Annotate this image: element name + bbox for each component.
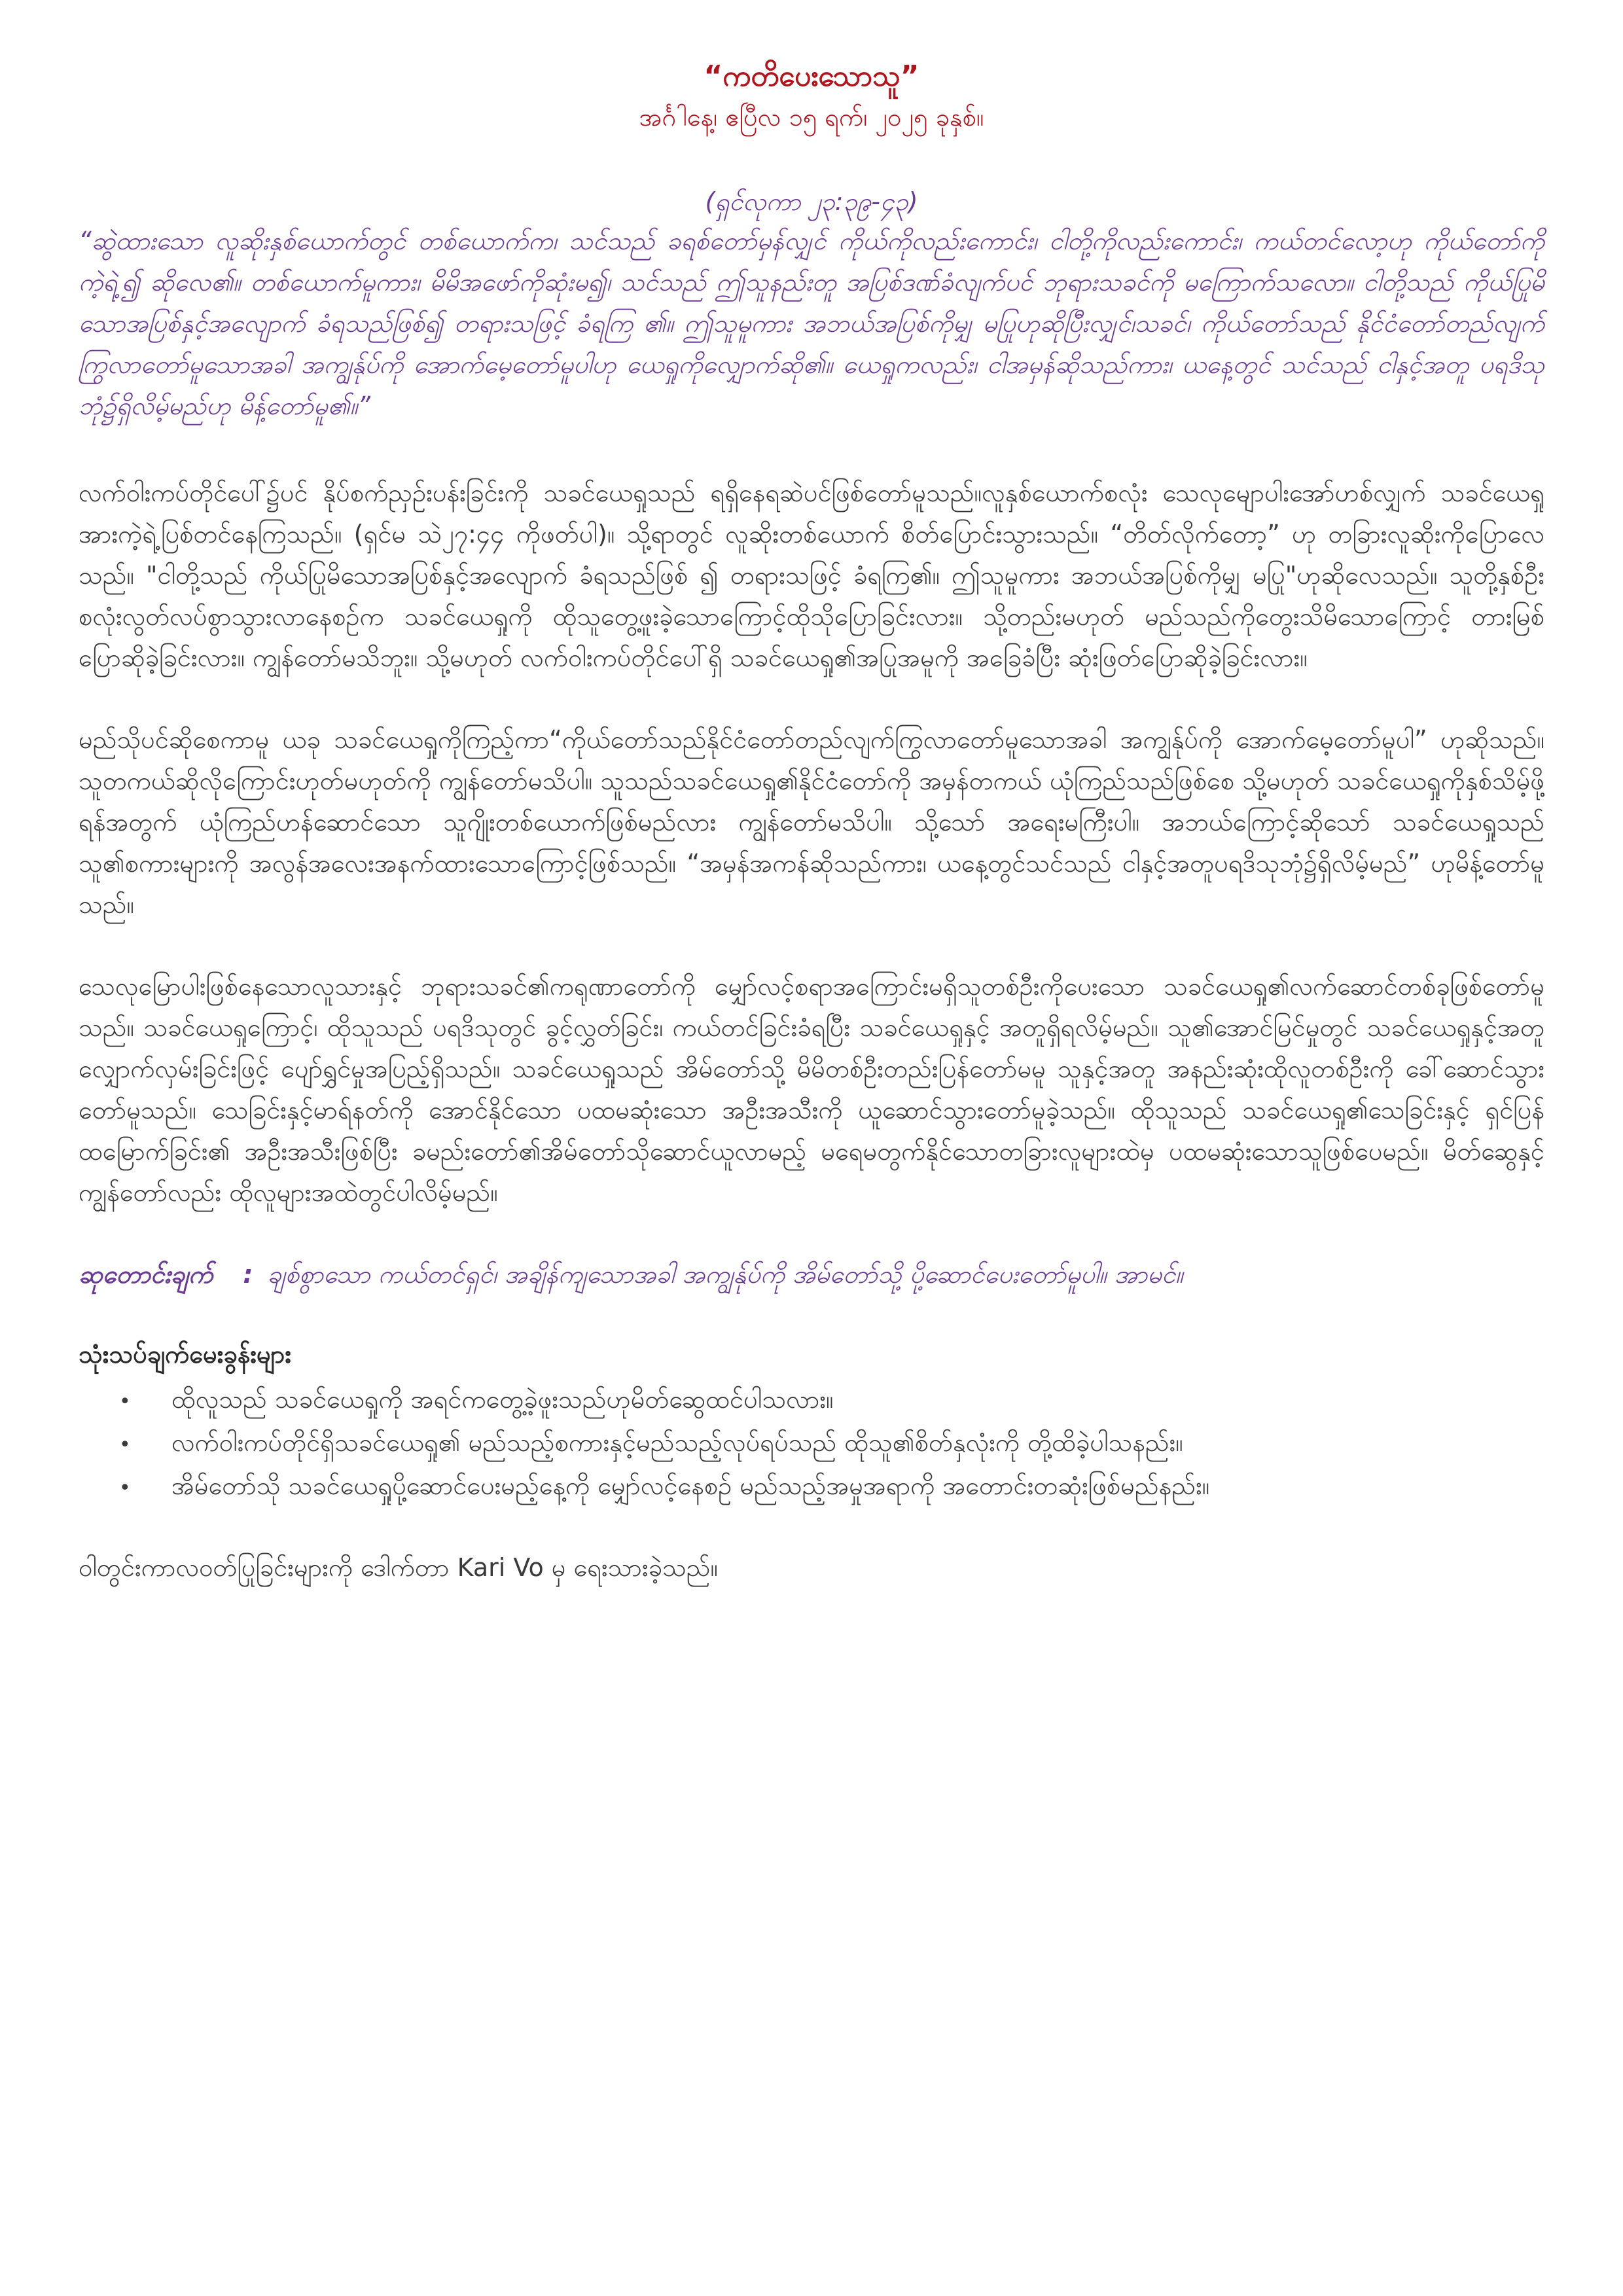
prayer-separator: : xyxy=(243,1260,253,1289)
bullet-icon: • xyxy=(119,1433,131,1456)
author-credit: ဝါတွင်းကာလဝတ်ပြုခြင်းများကို ဒေါက်တာ Kari Vo မှ ရေးသားခဲ့သည်။ xyxy=(79,1553,719,1582)
reflection-question-list xyxy=(79,1379,1544,1509)
list-item xyxy=(79,1379,1544,1422)
body-paragraph-3: သေလုမြောပါးဖြစ်နေသောလူသားနှင့် ဘုရားသခင်၏ကရုဏာတော်ကို မျှော်လင့်စရာအကြောင်းမရှိသူတစ်ဦးကိုပေးသော သခင်ယေရှု၏လက်ဆောင်တစ်ခုဖြစ်တော်မူသည်။ သခင်ယေရှုကြောင့်၊ ထိုသူသည် ပရဒိသုတွင် ခွင့်လွှတ်ခြင်း၊ ကယ်တင်ခြင်းခံရပြီး သခင်ယေရှုနှင့် အတူရှိရလိမ့်မည်။ သူ၏အောင်မြင်မှုတွင် သခင်ယေရှုနှင့်အတူ လျှောက်လှမ်းခြင်းဖြင့် ပျော်ရွှင်မှုအပြည့်ရှိသည်။ သခင်ယေရှုသည် အိမ်တော်သို့ မိမိတစ်ဦးတည်းပြန်တော်မမူ သူနှင့်အတူ အနည်းဆုံးထိုလူတစ်ဦးကို ခေါ်ဆောင်သွားတော်မူသည်။ သေခြင်းနှင့်မာရ်နတ်ကို အောင်နိုင်သော ပထမဆုံးသော အဦးအသီးကို ယူဆောင်သွားတော်မူခဲ့သည်။ ထိုသူသည် သခင်ယေရှု၏သေခြင်းနှင့် ရှင်ပြန်ထမြောက်ခြင်း၏ အဦးအသီးဖြစ်ပြီး ခမည်းတော်၏အိမ်တော်သိုဆောင်ယူလာမည့် မရေမတွက်နိုင်သောတခြားလူများထဲမှ ပထမဆုံးသောသူဖြစ်ပေမည်။ မိတ်ဆွေနှင့်ကျွန်တော်လည်း ထိုလူများအထဲတွင်ပါလိမ့်မည်။ xyxy=(79,972,1544,1207)
list-item xyxy=(79,1465,1544,1509)
prayer-label: ဆုတောင်းချက် xyxy=(79,1260,213,1289)
prayer-text: ချစ်စွာသော ကယ်တင်ရှင်၊ အချိန်ကျသောအခါ အကျွန်ုပ်ကို အိမ်တော်သို့ ပို့ဆောင်ပေးတော်မူပါ။ အာမင်။ xyxy=(267,1260,1183,1289)
body-paragraph-1: လက်ဝါးကပ်တိုင်ပေါ်၌ပင် နိုပ်စက်ညှဉ်းပန်းခြင်းကို သခင်ယေရှုသည် ရရှိနေရဆဲပင်ဖြစ်တော်မူသည်။လူနှစ်ယောက်စလုံး သေလုမျောပါးအော်ဟစ်လျှက် သခင်ယေရှုအားကဲ့ရဲ့ပြစ်တင်နေကြသည်။ (ရှင်မ သဲ၂၇:၄၄ ကိုဖတ်ပါ)။ သို့ရာတွင် လူဆိုးတစ်ယောက် စိတ်ပြောင်းသွားသည်။ “တိတ်လိုက်တော့” ဟု တခြားလူဆိုးကိုပြောလေသည်။ "ငါတို့သည် ကိုယ်ပြုမိသောအပြစ်နှင့်အလျောက် ခံရသည်ဖြစ် ၍ တရားသဖြင့် ခံရကြ၏။ ဤသူမူကား အဘယ်အပြစ်ကိုမျှ မပြု"ဟုဆိုလေသည်။ သူတို့နှစ်ဦးစလုံးလွတ်လပ်စွာသွားလာနေစဉ်က သခင်ယေရှုကို ထိုသူတွေ့ဖူးခဲ့သောကြောင့်ထိုသိုပြောခြင်းလား။ သို့တည်းမဟုတ် မည်သည်ကိုတွေးသိမိသောကြောင့် တားမြစ်ပြောဆိုခဲ့ခြင်းလား။ ကျွန်တော်မသိဘူး။ သို့မဟုတ် လက်ဝါးကပ်တိုင်ပေါ်ရှိ သခင်ယေရှု၏အပြုအမူကို အခြေခံပြီး ဆုံးဖြတ်ပြောဆိုခဲ့ခြင်းလား။ xyxy=(79,478,1544,672)
question-text: ထိုလူသည် သခင်ယေရှုကို အရင်ကတွေ့ခဲ့ဖူးသည်ဟုမိတ်ဆွေထင်ပါသလား။ xyxy=(171,1385,834,1414)
page-title: “ကတိပေးသောသူ” xyxy=(704,60,919,93)
body-paragraph-2: မည်သိုပင်ဆိုစေကာမူ ယခု သခင်ယေရှုကိုကြည့်ကာ“ကိုယ်တော်သည်နိုင်ငံတော်တည်လျက်ကြွလာတော်မူသောအခါ အကျွန်ုပ်ကို အောက်မေ့တော်မူပါ” ဟုဆိုသည်။ သူတကယ်ဆိုလိုကြောင်းဟုတ်မဟုတ်ကို ကျွန်တော်မသိပါ။ သူသည်သခင်ယေရှု၏နိုင်ငံတော်ကို အမှန်တကယ် ယုံကြည်သည်ဖြစ်စေ သို့မဟုတ် သခင်ယေရှုကိုနှစ်သိမ့်ဖို့ရန်အတွက် ယုံကြည်ဟန်ဆောင်သော သူဂျိုးတစ်ယောက်ဖြစ်မည်လား ကျွန်တော်မသိပါ။ သို့သော် အရေးမကြီးပါ။ အဘယ်ကြောင့်ဆိုသော် သခင်ယေရှုသည် သူ၏စကားများကို အလွန်အလေးအနက်ထားသောကြောင့်ဖြစ်သည်။ “အမှန်အကန်ဆိုသည်ကား၊ ယနေ့တွင်သင်သည် ငါနှင့်အတူပရဒိသုဘုံ၌ရှိလိမ့်မည်” ဟုမိန့်တော်မူသည်။ xyxy=(79,725,1544,919)
bullet-icon: • xyxy=(119,1390,131,1413)
date-line: အင်္ဂါနေ့၊ ဧပြီလ ၁၅ ရက်၊ ၂၀၂၅ ခုနှစ်။ xyxy=(639,103,984,132)
question-text: အိမ်တော်သို သခင်ယေရှုပို့ဆောင်ပေးမည့်နေ့ကို မျှော်လင့်နေစဉ် မည်သည့်အမှုအရာကို အတောင်းတဆုံးဖြစ်မည်နည်း။ xyxy=(171,1471,1210,1500)
prayer-block xyxy=(79,1254,1544,1295)
scripture-passage: “ဆွဲထားသော လူဆိုးနှစ်ယောက်တွင် တစ်ယောက်က၊ သင်သည် ခရစ်တော်မှန်လျှင် ကိုယ်ကိုလည်းကောင်း၊ ငါတို့ကိုလည်းကောင်း၊ ကယ်တင်လော့ဟု ကိုယ်တော်ကို ကဲ့ရဲ့၍ ဆိုလေ၏။ တစ်ယောက်မူကား၊ မိမိအဖော်ကိုဆုံးမ၍၊ သင်သည် ဤသူနည်းတူ အပြစ်ဒဏ်ခံလျက်ပင် ဘုရားသခင်ကို မကြောက်သလော။ ငါတို့သည် ကိုယ်ပြုမိသောအပြစ်နှင့်အလျောက် ခံရသည်ဖြစ်၍ တရားသဖြင့် ခံရကြ ၏။ ဤသူမူကား အဘယ်အပြစ်ကိုမျှ မပြုဟုဆိုပြီးလျှင်၊သခင်၊ ကိုယ်တော်သည် နိုင်ငံတော်တည်လျက် ကြွလာတော်မူသောအခါ အကျွန်ုပ်ကို အောက်မေ့တော်မူပါဟု ယေရှုကိုလျှောက်ဆို၏။ ယေရှုကလည်း၊ ငါအမှန်ဆိုသည်ကား၊ ယနေ့တွင် သင်သည် ငါနှင့်အတူ ပရဒိသုဘုံ၌ရှိလိမ့်မည်ဟု မိန့်တော်မူ၏။” xyxy=(79,226,1544,420)
scripture-reference: (ရှင်လုကာ ၂၃:၃၉-၄၃) xyxy=(705,187,918,216)
reflection-heading: သုံးသပ်ချက်မေးခွန်းများ xyxy=(79,1340,292,1369)
question-text: လက်ဝါးကပ်တိုင်ရှိသခင်ယေရှု၏ မည်သည့်စကားနှင့်မည်သည့်လုပ်ရပ်သည် ထိုသူ၏စိတ်နှလုံးကို တို့ထိခဲ့ပါသနည်း။ xyxy=(171,1428,1183,1457)
list-item xyxy=(79,1422,1544,1465)
bullet-icon: • xyxy=(119,1477,131,1499)
